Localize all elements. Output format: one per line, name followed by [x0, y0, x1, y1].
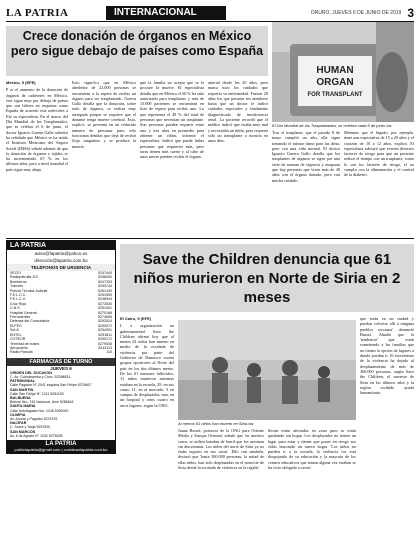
- phone-label: F.E.L.C.V.: [10, 297, 26, 302]
- pharmacy-item: [7, 371, 115, 379]
- phone-number: 5270166: [98, 310, 112, 315]
- contact-email-2: dirección@lapatria.com.bo: [34, 258, 88, 263]
- pharmacy-address: Av. 6 de Agosto N° 1032: [10, 433, 48, 438]
- phone-label: C.N.S.: [10, 306, 21, 311]
- story1-caption: El Día Mundial de los Trasplantados, se celebra cada 6 de junio./xa: [272, 123, 392, 128]
- phone-number: 5254051: [98, 328, 112, 333]
- issue-date: ORURO, JUEVES 6 DE JUNIO DE 2019: [310, 10, 402, 16]
- photo-text-transplant: FOR TRANSPLANT: [307, 92, 363, 98]
- pharmacy-phone: 5250090: [54, 408, 69, 413]
- footer-title: LA PATRIA: [45, 440, 77, 447]
- section-label: INTERNACIONAL: [106, 6, 226, 20]
- story1-column-5: [272, 130, 340, 236]
- phone-label: Cruz Roja: [10, 301, 26, 306]
- pharmacy-name: OLIMPIA: [10, 412, 26, 417]
- phone-number: 110: [106, 350, 112, 355]
- pharmacy-name: PATRIMONIAL: [10, 379, 36, 384]
- story1-text-5: Tras el trasplante, que el pasado 8 de mayo cumplió un año, ella sigue tomando el mismo ritmo para las dieta, pero con una vida normal. El doctor Ignacio Guerra Gallo detalla que los trasplantes de órganos se rigen por una serie de normas de vigencia y aseguran que hay personas que viven más de 40 años con el órgano donado, pero con mucha cuidado.: [272, 130, 340, 183]
- phone-label: SECEI: [10, 271, 21, 275]
- phone-label: Radio Patrulla: [10, 350, 33, 355]
- pharmacy-phone: 5251190: [50, 391, 64, 396]
- story2-headline: Save the Children denuncia que 61 niños murieron en Norte de Siria en 2 meses: [120, 244, 414, 312]
- story2-text-4: que están en un ciudad y puedan volverse allí a ninguna pueblos cercanos', denunció Basset. Añadió que la 'tendencia' que están sometiendo a las familias que no tienen la opción de lugares a donde puedan ir. El incremento de la violencia ha dejado al desplazamiento de más de 300.000 personas, según Save the Children, el suroeste de Siria en los últimos años y la región recibido ayuda humanitaria.: [360, 316, 414, 396]
- contact-email-1: aviso@lapatria@yahoo.es: [34, 251, 88, 256]
- phone-number: 5247333: [98, 279, 112, 284]
- phone-label: Defensa del Consumidor: [10, 319, 50, 324]
- story2-byline: El Cairo, 5 (EFE): [120, 316, 152, 321]
- story2-photo: [178, 320, 356, 420]
- story1-byline: México, 5 (EFE): [6, 80, 36, 85]
- pharmacy-name: NACIFAR: [10, 421, 27, 426]
- pharmacy-name: VIRGEN DEL SOCAVON: [10, 370, 52, 375]
- phone-label: F.E.L.C.C.: [10, 293, 27, 298]
- phone-number: 5279535: [98, 341, 112, 346]
- masthead: [6, 6, 414, 20]
- phone-label: Aeropuerto: [10, 345, 28, 350]
- contact-box: [6, 240, 116, 454]
- pharmacy-address: Calle San Felipe N° 1241: [10, 391, 50, 396]
- pharmacy-address: C. Sucre y Tarija: [10, 425, 36, 430]
- phone-number: 5251001: [98, 306, 112, 311]
- story1-text-1: P or el aumento de la donación de órganos de cadáveres en México, este signo muy por debajo de países que son líderes en esquema como España de acuerdo este miércoles a Efe su especialista. En el marco del Día Mundial de los Trasplantados, que se celebra el 6 de junio, el doctor Ignacio Guerra Gallo sabedor ha señalado que México se ha unido el Instituto Mexicano del Seguro Social (IMSS) señaló además de que la donación de órganos y tejidos se ha incrementado 67 % en los últimos años, pero a nivel mundial el país sigue muy abajo.: [6, 87, 68, 172]
- pharmacy-title: FARMACIAS DE TURNO: [7, 358, 115, 366]
- pharmacy-phone: 5275528: [48, 433, 63, 438]
- phone-number: 5251590: [98, 293, 112, 298]
- footer-email: publiclapatria@gmail.com | contabanlapatria.com.bo: [14, 446, 108, 452]
- pharmacy-phone: 5257820: [36, 425, 51, 430]
- phone-label: Policía Técnica Judicial: [10, 288, 48, 293]
- contact-box-title: LA PATRIA: [7, 241, 115, 250]
- story2-column-4: [360, 316, 414, 542]
- pharmacy-phone: 52398831: [54, 374, 71, 379]
- story1-text-2: Esto significa que en México alrededor de 22.000 personas se encuentran a la espera de recibir un órgano para ser trasplantado. Guerra Gallo detalla que la donación, sobre todo de órganos, se realiza muy arraigada porque se requiere que el donante tenga muerte cerebral. Esto, explicó, se presenta en un reducido número de personas pues sólo funcionan debidas que deja de recibir flujo sanguíneo y se produce la muerte.: [72, 80, 136, 149]
- phone-label: Terminal de buses: [10, 341, 40, 346]
- story1-column-4: [208, 80, 268, 236]
- pharmacy-item: [7, 379, 115, 387]
- pharmacy-phone: 5237429: [43, 416, 58, 421]
- phone-label: Tránsito: [10, 284, 23, 289]
- masthead-logo: LA PATRIA: [6, 7, 69, 19]
- sidebar: [6, 240, 116, 540]
- phone-label: COTEOR: [10, 337, 26, 342]
- story2-column-2: [178, 428, 264, 542]
- phone-row: [7, 350, 115, 354]
- phone-label: ENTEL: [10, 332, 22, 337]
- phone-label: SeLA: [10, 328, 19, 333]
- organ-cooler-image: [272, 22, 414, 122]
- story1-column-2: [72, 80, 136, 236]
- pharmacy-item: [7, 421, 115, 429]
- phone-number: 5273030: [98, 301, 112, 306]
- story2-caption: Al menos 61 niños han muerto en Siria./xa: [178, 421, 254, 426]
- pharmacy-list: [7, 371, 115, 438]
- phone-label: Hospital General: [10, 310, 37, 315]
- photo-text-human: HUMAN: [316, 65, 354, 76]
- story1-column-3: [140, 80, 204, 236]
- phone-number: 5250072: [98, 323, 112, 328]
- story1-text-4: arterial desde los 20 años, pero nunca tuvo los cuidados que requería su enfermedad. Fueron 20 años los que pasaron sin atenderse hasta que un doctor le indicó cuidados especiales y finalmente diagnosticado de insuficiencia renal. La paciente recordó que el médico indicó que estaba muy mal y necesitaba un riñón, pero requería sólo un transplante o moriría en unos días.: [208, 80, 268, 144]
- pharmacy-name: SAN MARCOS: [10, 429, 36, 434]
- phone-label: Ferrocarriles: [10, 315, 31, 320]
- phone-number: 5253744: [98, 284, 112, 289]
- pharmacy-phone: 5286616: [59, 400, 74, 405]
- pharmacy-name: BALBUENA: [10, 395, 31, 400]
- photo-text-organ: ORGAN: [316, 77, 354, 88]
- story1-photo: [272, 22, 414, 122]
- phone-number: 5258000: [98, 275, 112, 280]
- story1-headline: Crece donación de órganos en México pero sigue debajo de países como España: [6, 26, 268, 76]
- pharmacy-address: Av. Aroma y Pagador: [10, 416, 43, 421]
- phone-number: 5250172: [98, 337, 112, 342]
- pharmacy-address: Bolívar Nro. 745 Nacional, Arce: [10, 400, 59, 405]
- phone-number: 5261430: [98, 288, 112, 293]
- phone-list: [7, 271, 115, 355]
- phone-number: 5274605: [98, 315, 112, 320]
- pharmacy-item: [7, 404, 115, 412]
- story1-column-1: [6, 80, 68, 236]
- story1-text-3: que la familia no acepta que se le procure la muerte. El especialista detalla que en México el 60 % ha sido autorizado para trasplantes y más de 15.000 pacientes se encuentran en lista de espera para recibir uno. Lo que representa el 49 % del total de personas que necesitan un trasplante. Son personas pueden requerir entre uno y tres años en promedio para obtener un riñón, informó el especialista. Indicó que puede haber personas que requieren más, pero otras tienen más suerte y al cabo de unos meses pueden recibir el órgano.: [140, 80, 204, 160]
- pharmacy-item: [7, 396, 115, 404]
- page-number: 3: [407, 6, 414, 20]
- pharmacy-name: SAN MARTIN: [10, 387, 34, 392]
- pharmacy-day: JUEVES 6: [50, 365, 72, 371]
- pharmacy-item: [7, 413, 115, 421]
- phones-title: TELÉFONOS DE URGENCIA: [7, 264, 115, 271]
- story2-column-1: [120, 316, 174, 542]
- section-divider: [6, 238, 414, 239]
- story2-text-3: llevan están afectadas en zona pues se están quedando sin hogar. Los desplazados no tienen un lugar para estar y tienen que poner en riesgo sus vidas buscando un nuevo hogar. 'Los niños no pueden ir a la escuela, la violencia los está despojando de su educación y la mayoría de los centros educativos que tenían alguna vez estaban se ha visto obligado a cerrar'.: [268, 428, 356, 471]
- phone-number: 5248944: [98, 297, 112, 302]
- sidebar-footer: [7, 440, 115, 453]
- story2-column-3: [268, 428, 356, 542]
- phone-number: 5252524: [98, 319, 112, 324]
- pharmacy-item: [7, 430, 115, 438]
- children-photo-image: [178, 320, 356, 420]
- pharmacy-address: Calle Antofagasta Nro. 1245: [10, 408, 54, 413]
- story2-text-1: L a organización no gubernamental Save the Children afirmó hoy que al menos 61 niños han muerto en medio de la escalada de violencia por parte del Gobierno de Damasco contra grupos opositores al Norte del país en los dos últimos meses. De los 61 menores fallecidos, 11 niños murieron mientras estaban en la escuela, 29, en sus casas, 11, en el mercado, 5 en campos de desplazados, uno, en un hospital y otros cuatro en otros lugares, según la ONG.: [120, 323, 174, 408]
- phone-label: Radiopatrulla 110: [10, 275, 38, 280]
- phone-number: 5251811: [98, 332, 112, 337]
- story2-text-2: Juana Basset, portavoz de la ONG para Oriente Medio y Europa Oriental, señaló que 'en muchos casos, se utilizó bombas de barril que los asesinan sin discriminar. Los niños del norte de Siria ya no están seguros en sus casas'. Ello con también, destacó que 'hasta 300.000 personas, la mitad de ellas niños, han sido desplazadas en el noroeste de Siria desde la escalada de violencia en la región'.: [178, 428, 264, 471]
- pharmacy-item: [7, 388, 115, 396]
- pharmacy-address: Calle Pagador N° 2041 esquina San Felipe: [10, 383, 77, 388]
- phone-number: 5243113: [98, 345, 112, 350]
- story1-text-6: Mientras que el hígado, por ejemplo, tiene una expectativa de 15 a 20 años y el corazón de 10 a 12 años, explicó. El especialista subrayó que existen diversos factores de riesgo para que un paciente reduce el tiempo con un trasplante, como lo son los factores de riesgo, el no cumplir con la alimentación y el control de la diabetes.: [344, 130, 414, 178]
- phone-label: Bomberos: [10, 279, 27, 284]
- story1-column-6: [344, 130, 414, 236]
- phone-label: ELFEO: [10, 323, 22, 328]
- phone-number: 5247444: [98, 271, 112, 275]
- pharmacy-name: SANTA MARIA: [10, 404, 36, 409]
- pharmacy-address: C. Av. Cochabamba y Conc.: [10, 374, 54, 379]
- pharmacy-phone: 5276667: [77, 383, 92, 388]
